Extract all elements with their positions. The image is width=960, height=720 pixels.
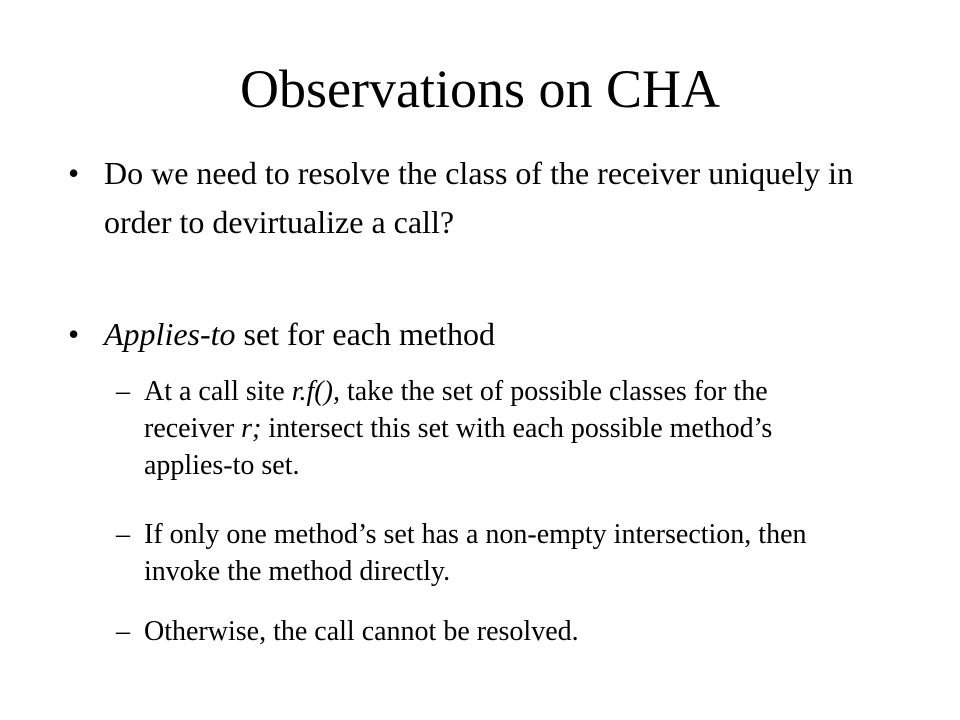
sub-bullet-italic-receiver: r; [241,413,262,444]
sub-bullet-text: If only one method’s set has a non-empty intersection, then invoke the method directly. [144,519,807,587]
bullet-text: Do we need to resolve the class of the receiver uniquely in order to devirtualize a call? [104,155,854,240]
slide-title: Observations on CHA [240,59,720,119]
bullet-item-2 [68,310,868,359]
bullet-text-rest: set for each method [235,316,495,352]
dash-marker: – [116,616,130,647]
sub-bullet-text-pre: At a call site [144,376,292,407]
sub-bullet-text-post: intersect this set with each possible method’s applies-to set. [144,413,773,481]
sub-bullet-text-mid: take the set of possible classes for the receiver [144,376,768,444]
sub-bullet-italic-call: r.f(), [291,376,340,407]
bullet-text [104,310,868,359]
sub-bullet-text [144,373,861,484]
sub-bullet-item-3 [116,613,861,650]
sub-bullet-item-1 [116,373,861,484]
sub-bullet-text: Otherwise, the call cannot be resolved. [144,616,579,647]
bullet-marker: • [68,155,80,191]
bullet-italic-term: Applies-to [104,316,236,352]
dash-marker: – [116,519,130,550]
dash-marker: – [116,376,130,407]
sub-bullet-item-2 [116,516,861,590]
bullet-item-1 [68,149,868,247]
bullet-marker: • [68,316,80,352]
